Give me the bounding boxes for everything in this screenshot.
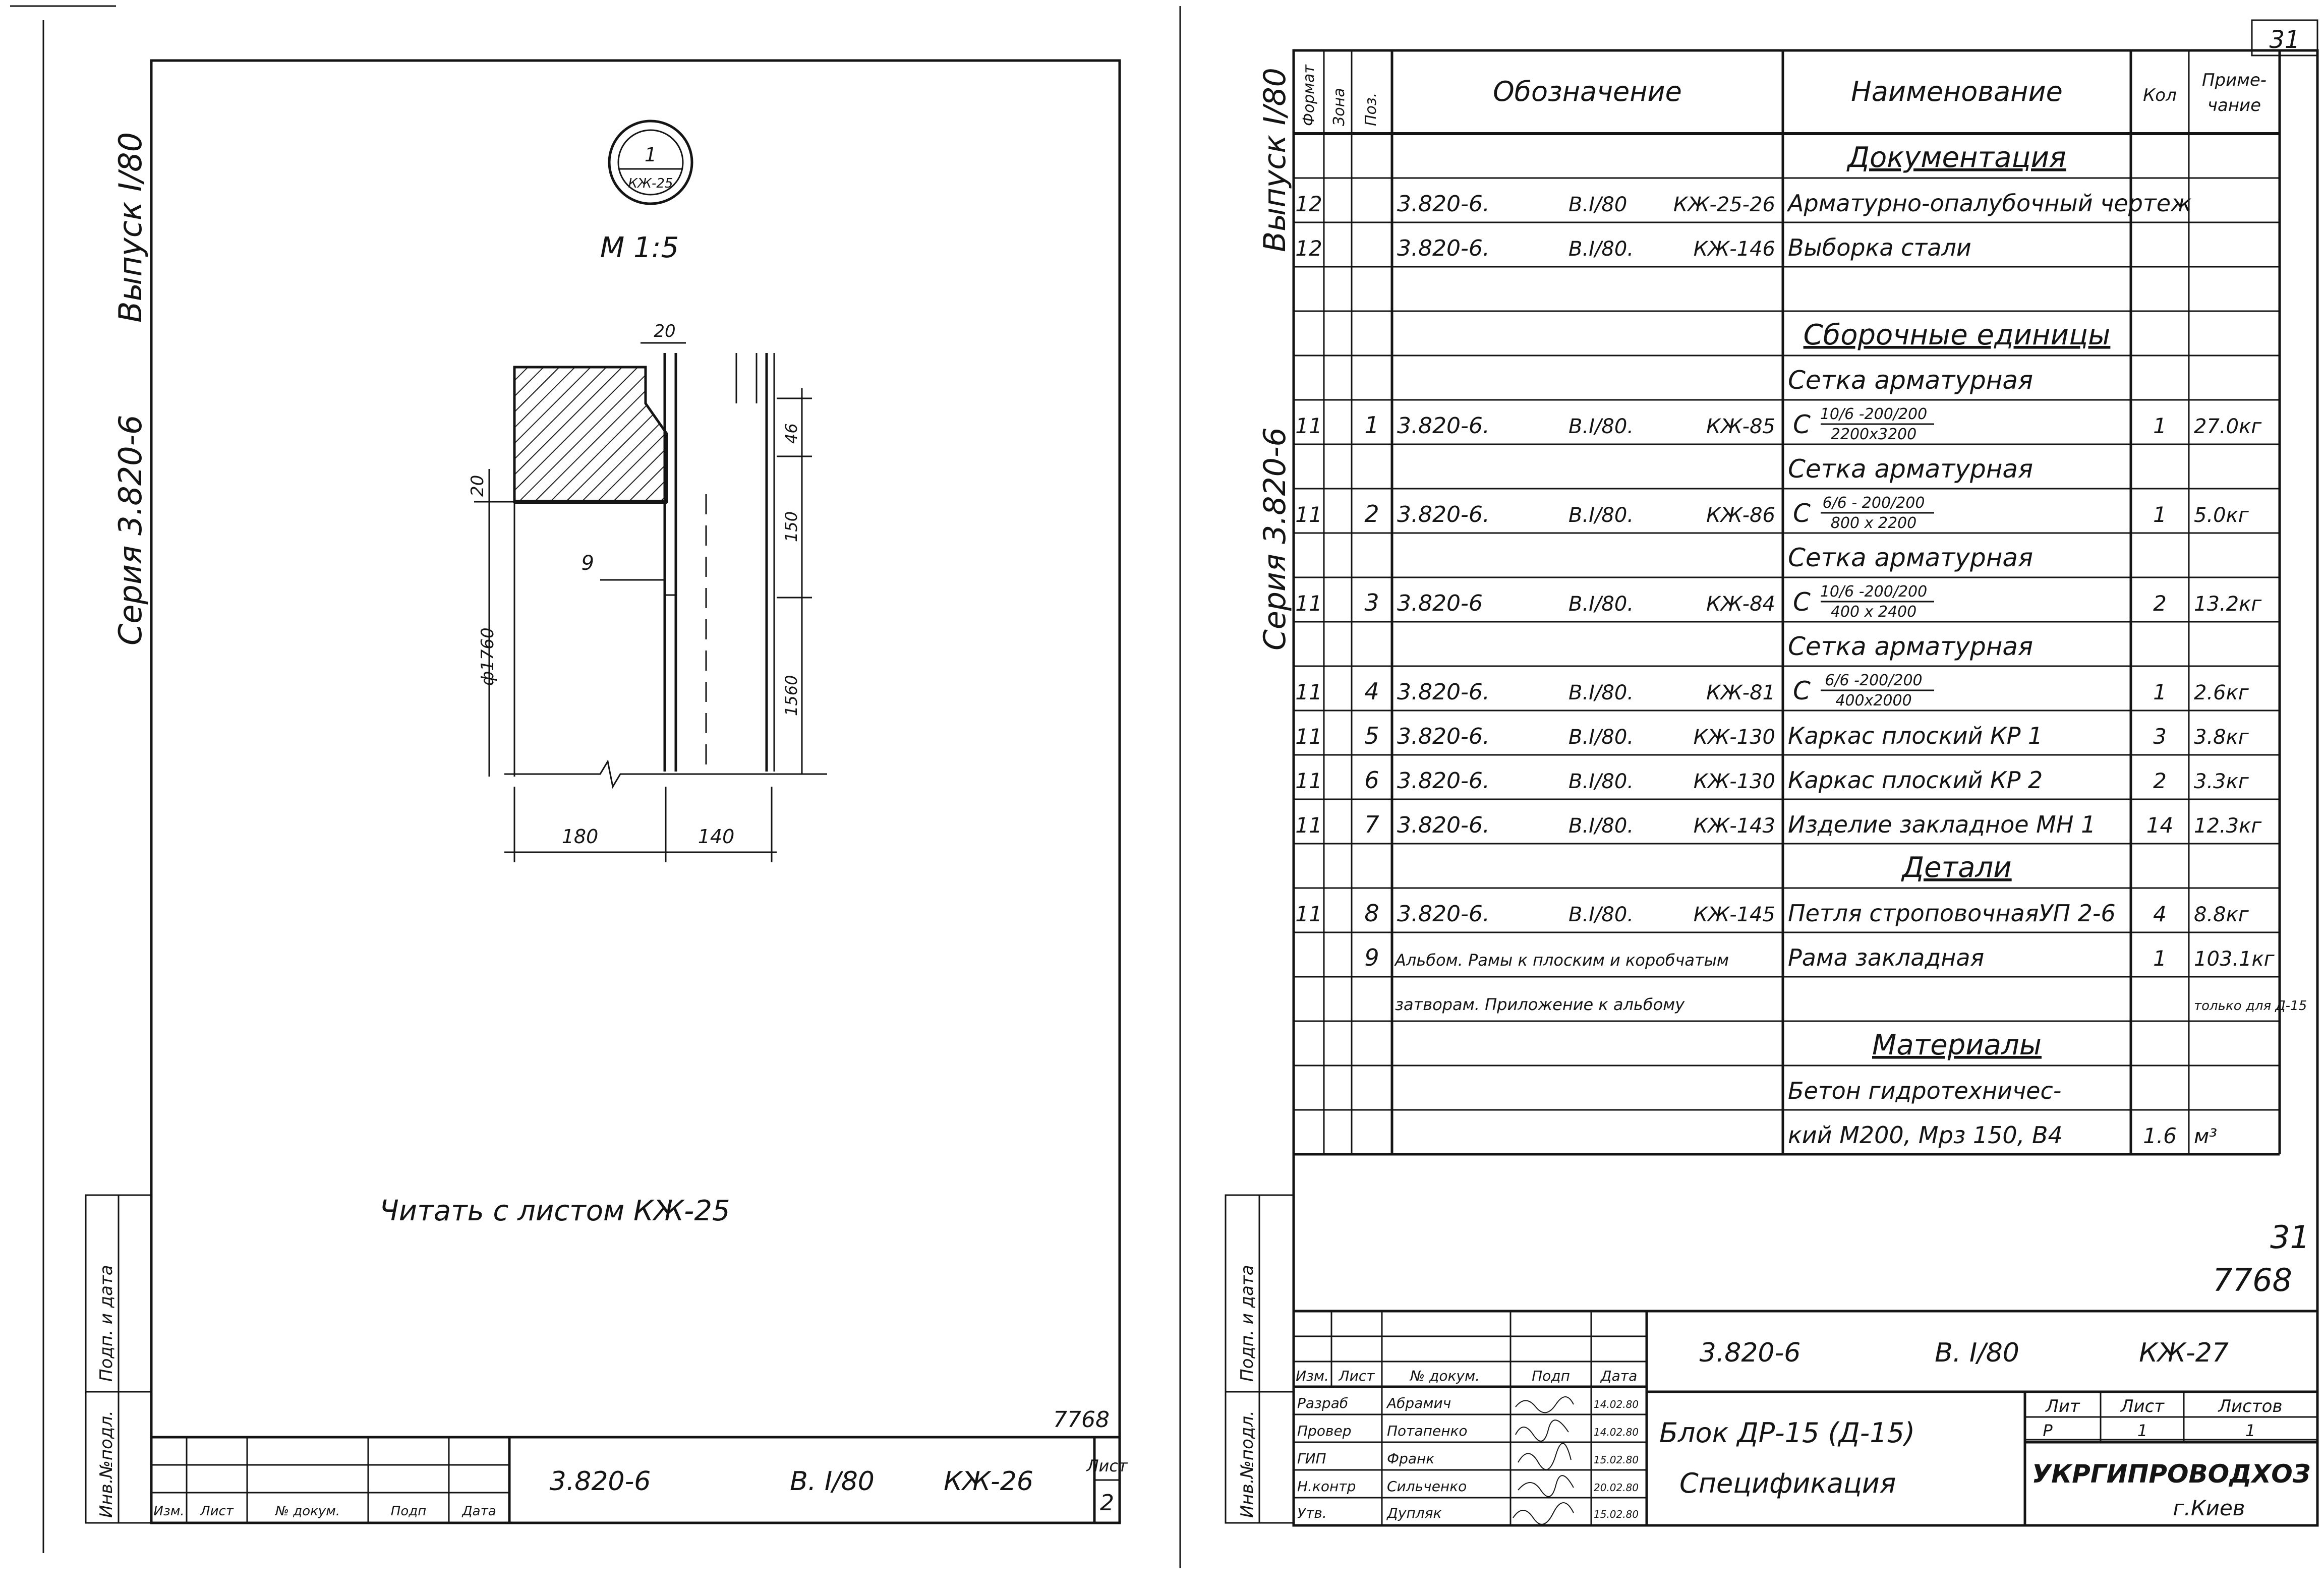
cell-designation-issue: В.I/80. xyxy=(1568,593,1634,616)
right-tb-city: г.Киев xyxy=(2173,1496,2245,1520)
staff-name-1: Потапенко xyxy=(1387,1423,1468,1439)
cell-name: С xyxy=(1793,410,1811,439)
cell-designation-code: КЖ-130 xyxy=(1693,770,1775,793)
cell-position: 5 xyxy=(1364,722,1379,749)
cell-note: м³ xyxy=(2194,1125,2218,1148)
cell-name: С xyxy=(1793,499,1811,528)
staff-name-2: Франк xyxy=(1387,1450,1435,1467)
cell-note: 12.3кг xyxy=(2194,814,2262,838)
left-tb-sheet-label: Лист xyxy=(1086,1456,1128,1475)
left-tb-header-0: Изм. xyxy=(153,1504,185,1519)
right-tb-header-4: Дата xyxy=(1600,1368,1638,1384)
cell-designation-code: КЖ-143 xyxy=(1693,814,1775,838)
cell-qty: 1 xyxy=(2153,946,2167,971)
staff-role-0: Разраб xyxy=(1297,1395,1349,1411)
section-heading: Материалы xyxy=(1872,1029,2042,1061)
row-label: Сетка арматурная xyxy=(1788,543,2034,572)
cell-name: Рама закладная xyxy=(1788,944,1985,971)
section-marker-bottom: КЖ-25 xyxy=(628,176,673,191)
cell-name: С xyxy=(1793,587,1811,617)
cell-designation-code: КЖ-86 xyxy=(1706,504,1775,527)
cell-designation-series: 3.820-6. xyxy=(1397,191,1490,217)
cell-designation-code: КЖ-85 xyxy=(1706,415,1775,438)
row-label: Сетка арматурная xyxy=(1788,454,2034,484)
cell-name-fraction-bottom: 400 x 2400 xyxy=(1830,603,1917,621)
cell-format: 11 xyxy=(1295,502,1322,527)
cell-designation-series: 3.820-6. xyxy=(1397,724,1490,749)
section-heading: Детали xyxy=(1902,851,2012,884)
right-tb-code: КЖ-27 xyxy=(2139,1338,2229,1368)
cell-qty: 2 xyxy=(2153,769,2167,793)
right-tb-org: УКРГИПРОВОДХОЗ xyxy=(2031,1459,2311,1489)
left-side-code: Выпуск I/80 xyxy=(112,132,149,323)
left-stamp-label-0: Инв.№подл. xyxy=(96,1410,117,1518)
cell-qty: 1 xyxy=(2153,680,2167,704)
staff-date-3: 20.02.80 xyxy=(1594,1482,1639,1494)
left-tb-header-1: Лист xyxy=(200,1504,234,1519)
cell-designation-code: КЖ-25-26 xyxy=(1673,193,1775,216)
left-tb-issue: В. I/80 xyxy=(790,1466,875,1497)
cell-designation-code: КЖ-130 xyxy=(1693,726,1775,749)
header-note-2: чание xyxy=(2207,95,2261,115)
left-side-stamp xyxy=(86,1195,151,1523)
cell-note: 5.0кг xyxy=(2194,504,2249,527)
cell-name: Изделие закладное МН 1 xyxy=(1788,811,2096,838)
dim-150: 150 xyxy=(782,511,801,542)
header-format: Формат xyxy=(1300,65,1318,126)
left-stamp-label-1: Подп. и дата xyxy=(96,1265,117,1382)
cell-qty: 3 xyxy=(2153,724,2167,749)
cell-designation-long: затворам. Приложение к альбому xyxy=(1395,995,1685,1014)
dim-diameter: ф1760 xyxy=(478,627,498,686)
dim-1560: 1560 xyxy=(782,675,801,716)
cell-designation-issue: В.I/80. xyxy=(1568,814,1634,838)
cell-note: 27.0кг xyxy=(2194,415,2262,438)
right-side-code: Выпуск I/80 xyxy=(1257,68,1293,252)
staff-name-0: Абрамич xyxy=(1387,1395,1451,1411)
right-sheet xyxy=(1226,20,2317,1525)
right-tb-header-2: № докум. xyxy=(1410,1368,1480,1384)
staff-date-2: 15.02.80 xyxy=(1594,1454,1639,1466)
cell-format: 11 xyxy=(1295,724,1322,749)
cell-name: кий М200, Мрз 150, В4 xyxy=(1788,1121,2063,1149)
cell-position: 8 xyxy=(1364,900,1379,927)
staff-date-0: 14.02.80 xyxy=(1594,1398,1639,1410)
cell-name-fraction-bottom: 2200x3200 xyxy=(1830,426,1917,443)
staff-role-4: Утв. xyxy=(1297,1505,1327,1521)
cell-name: С xyxy=(1793,676,1811,705)
right-tb-header-0: Изм. xyxy=(1296,1368,1329,1384)
cell-designation-series: 3.820-6. xyxy=(1397,235,1490,261)
right-corner-number: 31 xyxy=(2270,1219,2310,1256)
cell-designation-series: 3.820-6 xyxy=(1397,590,1483,616)
left-archive-number: 7768 xyxy=(1053,1407,1110,1433)
header-qty: Кол xyxy=(2143,85,2177,105)
cell-note: только для Д-15 xyxy=(2194,998,2307,1014)
cell-designation-issue: В.I/80. xyxy=(1568,504,1634,527)
cell-designation-issue: В.I/80 xyxy=(1568,193,1628,216)
header-zone: Зона xyxy=(1330,88,1348,126)
cell-designation-long: Альбом. Рамы к плоским и коробчатым xyxy=(1395,951,1729,970)
cell-note: 103.1кг xyxy=(2194,948,2275,971)
cell-designation-issue: В.I/80. xyxy=(1568,238,1634,261)
staff-name-4: Дупляк xyxy=(1387,1505,1442,1521)
cell-designation-series: 3.820-6. xyxy=(1397,901,1490,927)
left-tb-sheet-number: 2 xyxy=(1100,1490,1114,1516)
staff-role-2: ГИП xyxy=(1297,1450,1326,1467)
cell-designation-code: КЖ-84 xyxy=(1706,593,1775,616)
section-heading: Сборочные единицы xyxy=(1803,319,2111,351)
cell-qty: 1 xyxy=(2153,413,2167,438)
left-tb-header-2: № докум. xyxy=(275,1504,340,1519)
right-tb-sheet: 1 xyxy=(2137,1421,2148,1440)
cell-qty: 2 xyxy=(2153,591,2167,616)
cell-position: 6 xyxy=(1364,766,1379,794)
right-stamp-label-1: Подп. и дата xyxy=(1237,1265,1257,1382)
header-designation: Обозначение xyxy=(1493,76,1682,107)
cell-name-fraction-top: 6/6 - 200/200 xyxy=(1822,494,1925,512)
cell-qty: 1 xyxy=(2153,502,2167,527)
right-page-number: 31 xyxy=(2269,26,2300,54)
right-tb-sheets: 1 xyxy=(2245,1421,2256,1440)
cell-name-fraction-bottom: 400x2000 xyxy=(1835,692,1912,710)
section-marker xyxy=(609,121,692,204)
cell-name: Выборка стали xyxy=(1788,234,1971,261)
cell-position: 2 xyxy=(1364,500,1379,527)
cell-position: 9 xyxy=(1364,944,1379,971)
cell-designation-issue: В.I/80. xyxy=(1568,770,1634,793)
cell-format: 11 xyxy=(1295,769,1322,793)
left-sheet-frame xyxy=(151,61,1120,1523)
header-note-1: Приме- xyxy=(2201,70,2267,90)
left-sheet xyxy=(10,6,1180,1568)
right-tb-issue: В. I/80 xyxy=(1935,1338,2019,1368)
staff-role-3: Н.контр xyxy=(1297,1478,1356,1495)
hatched-section xyxy=(514,367,667,502)
cell-designation-code: КЖ-145 xyxy=(1693,903,1775,926)
cell-position: 1 xyxy=(1364,411,1379,439)
cell-note: 8.8кг xyxy=(2194,903,2249,926)
right-stamp-label-0: Инв.№подл. xyxy=(1237,1410,1257,1518)
scale-label: М 1:5 xyxy=(600,231,679,264)
right-tb-header-1: Лист xyxy=(1339,1368,1375,1384)
cell-designation-code: КЖ-146 xyxy=(1693,238,1775,261)
cell-designation-series: 3.820-6. xyxy=(1397,812,1490,838)
right-side-stamp xyxy=(1226,1195,1294,1523)
read-with-note: Читать с листом КЖ-25 xyxy=(379,1195,730,1227)
dim-20-top: 20 xyxy=(654,321,676,341)
staff-date-4: 15.02.80 xyxy=(1594,1508,1639,1520)
right-tb-lit-label: Лит xyxy=(2046,1396,2080,1416)
cell-format: 11 xyxy=(1295,680,1322,704)
cell-format: 11 xyxy=(1295,813,1322,838)
cell-note: 2.6кг xyxy=(2194,681,2249,704)
left-title-block xyxy=(151,1437,1128,1523)
cell-name: Каркас плоский КР 2 xyxy=(1788,766,2043,794)
cell-designation-series: 3.820-6. xyxy=(1397,502,1490,527)
cell-name-fraction-bottom: 800 x 2200 xyxy=(1830,514,1917,532)
right-tb-header-3: Подп xyxy=(1532,1368,1570,1384)
left-tb-header-4: Дата xyxy=(462,1504,496,1519)
cell-designation-code: КЖ-81 xyxy=(1706,681,1775,704)
staff-date-1: 14.02.80 xyxy=(1594,1426,1639,1438)
cell-position: 3 xyxy=(1364,589,1379,616)
dim-140: 140 xyxy=(698,825,735,848)
cell-position: 7 xyxy=(1364,811,1379,838)
left-tb-series: 3.820-6 xyxy=(549,1466,651,1497)
header-name: Наименование xyxy=(1851,76,2063,107)
cell-designation-issue: В.I/80. xyxy=(1568,903,1634,926)
cell-note: 13.2кг xyxy=(2194,593,2262,616)
cell-format: 11 xyxy=(1295,413,1322,438)
right-side-series: Серия 3.820-6 xyxy=(1257,427,1293,651)
cell-qty: 1.6 xyxy=(2143,1124,2177,1148)
right-tb-sheets-label: Листов xyxy=(2218,1396,2283,1416)
cell-position: 4 xyxy=(1364,678,1379,705)
dim-20-left: 20 xyxy=(468,475,488,497)
right-tb-product: Блок ДР-15 (Д-15) xyxy=(1659,1417,1915,1449)
cell-format: 12 xyxy=(1295,192,1322,216)
cell-name: Каркас плоский КР 1 xyxy=(1788,722,2043,749)
cell-name-fraction-top: 6/6 -200/200 xyxy=(1825,672,1923,689)
specification-table xyxy=(1294,50,2307,1154)
cell-format: 11 xyxy=(1295,591,1322,616)
row-label: Сетка арматурная xyxy=(1788,632,2034,661)
dim-46: 46 xyxy=(782,423,801,444)
section-heading: Документация xyxy=(1847,141,2066,174)
right-title-block xyxy=(1294,1311,2317,1525)
staff-name-3: Сильченко xyxy=(1387,1478,1467,1495)
signatures xyxy=(1513,1397,1574,1524)
right-tb-sheet-label: Лист xyxy=(2120,1396,2165,1416)
cell-designation-series: 3.820-6. xyxy=(1397,679,1490,705)
cross-section-drawing xyxy=(468,321,827,862)
cell-designation-series: 3.820-6. xyxy=(1397,413,1490,439)
item-label-9: 9 xyxy=(581,552,594,575)
cell-note: 3.3кг xyxy=(2194,770,2249,793)
cell-designation-issue: В.I/80. xyxy=(1568,415,1634,438)
right-tb-lit: Р xyxy=(2043,1421,2053,1440)
cell-note: 3.8кг xyxy=(2194,726,2249,749)
cell-qty: 14 xyxy=(2146,813,2174,838)
right-tb-series: 3.820-6 xyxy=(1699,1338,1801,1368)
cell-name-fraction-top: 10/6 -200/200 xyxy=(1820,405,1928,423)
cell-designation-issue: В.I/80. xyxy=(1568,726,1634,749)
cell-designation-series: 3.820-6. xyxy=(1397,768,1490,794)
cell-qty: 4 xyxy=(2153,902,2167,926)
left-tb-code: КЖ-26 xyxy=(944,1466,1033,1497)
header-position: Поз. xyxy=(1362,92,1380,126)
cell-designation-issue: В.I/80. xyxy=(1568,681,1634,704)
right-tb-doc-type: Спецификация xyxy=(1679,1467,1896,1499)
cell-name: Бетон гидротехничес- xyxy=(1788,1077,2062,1104)
right-archive-number: 7768 xyxy=(2213,1262,2292,1298)
cell-name: Арматурно-опалубочный чертеж xyxy=(1788,190,2192,217)
left-side-series: Серия 3.820-6 xyxy=(112,415,149,645)
cell-name-fraction-top: 10/6 -200/200 xyxy=(1820,583,1928,601)
row-label: Сетка арматурная xyxy=(1788,366,2034,395)
left-tb-header-3: Подп xyxy=(390,1504,427,1519)
cell-format: 12 xyxy=(1295,236,1322,261)
section-marker-top: 1 xyxy=(644,144,657,166)
cell-format: 11 xyxy=(1295,902,1322,926)
dim-180: 180 xyxy=(561,825,599,848)
staff-role-1: Провер xyxy=(1297,1423,1352,1439)
cell-name: Петля строповочнаяУП 2-6 xyxy=(1788,900,2116,927)
